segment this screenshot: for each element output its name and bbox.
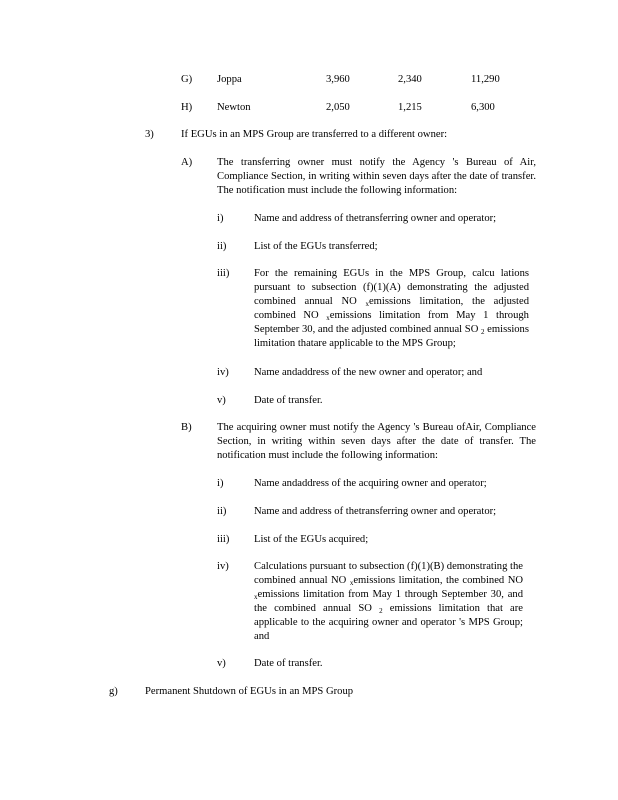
item-3-text: If EGUs in an MPS Group are transferred to a different owner: — [181, 129, 448, 140]
a-iv-text: Name andaddress of the new owner and operator; and — [254, 367, 483, 378]
a-i-label: i) — [217, 213, 224, 224]
a-ii-text: List of the EGUs transferred; — [254, 241, 378, 252]
para-a-label: A) — [181, 157, 193, 168]
section-g-heading: Permanent Shutdown of EGUs in an MPS Group — [145, 686, 354, 697]
row-name-newton: Newton — [217, 102, 251, 113]
row-value-3: 11,290 — [471, 74, 500, 85]
item-3-label: 3) — [145, 129, 154, 140]
row-value-3: 6,300 — [471, 102, 495, 113]
b-iv-label: iv) — [217, 561, 229, 572]
para-a-text: The transferring owner must notify the Agency 's Bureau of Air, Compliance Section, in writing within seven days after the date of transfer. The notification must include the following information: — [217, 157, 536, 196]
row-name-joppa: Joppa — [217, 74, 242, 85]
a-iii-text: For the remaining EGUs in the MPS Group, calcu lations pursuant to subsection (f)(1)(A) demonstrating the adjusted combined annual NO $_x$emissions limitation, the adjusted combined NO $_x$emissions limitation from May 1 through September 30, and the adjusted combined annual SO $_2$ emissions limitation thatare applicable to the MPS Group; — [254, 268, 529, 349]
b-v-text: Date of transfer. — [254, 658, 323, 669]
a-iv-label: iv) — [217, 367, 229, 378]
b-ii-label: ii) — [217, 506, 227, 517]
b-i-text: Name andaddress of the acquiring owner and operator; — [254, 478, 487, 489]
row-label-h: H) — [181, 102, 193, 113]
a-v-text: Date of transfer. — [254, 395, 323, 406]
row-label-g: G) — [181, 74, 193, 85]
a-v-label: v) — [217, 395, 226, 406]
para-b-label: B) — [181, 422, 192, 433]
a-iii-label: iii) — [217, 268, 230, 279]
a-ii-label: ii) — [217, 241, 227, 252]
b-v-label: v) — [217, 658, 226, 669]
row-value-1: 3,960 — [326, 74, 350, 85]
row-value-2: 2,340 — [398, 74, 422, 85]
section-g-label: g) — [109, 686, 118, 697]
b-i-label: i) — [217, 478, 224, 489]
b-iii-text: List of the EGUs acquired; — [254, 534, 369, 545]
row-value-1: 2,050 — [326, 102, 350, 113]
b-ii-text: Name and address of thetransferring owner and operator; — [254, 506, 497, 517]
b-iii-label: iii) — [217, 534, 230, 545]
b-iv-text: Calculations pursuant to subsection (f)(1)(B) demonstrating the combined annual NO $_x$emissions limitation, the combined NO $_x$emissions limitation from May 1 through September 30, and the combined annual SO $_2$ emissions limitation that are applicable to the acquiring owner and operator 's MPS Group; and — [254, 561, 524, 642]
a-i-text: Name and address of thetransferring owner and operator; — [254, 213, 497, 224]
row-value-2: 1,215 — [398, 102, 422, 113]
para-b-text: The acquiring owner must notify the Agency 's Bureau ofAir, Compliance Section, in writing within seven days after the date of transfer. The notification must include the following information: — [217, 422, 536, 461]
